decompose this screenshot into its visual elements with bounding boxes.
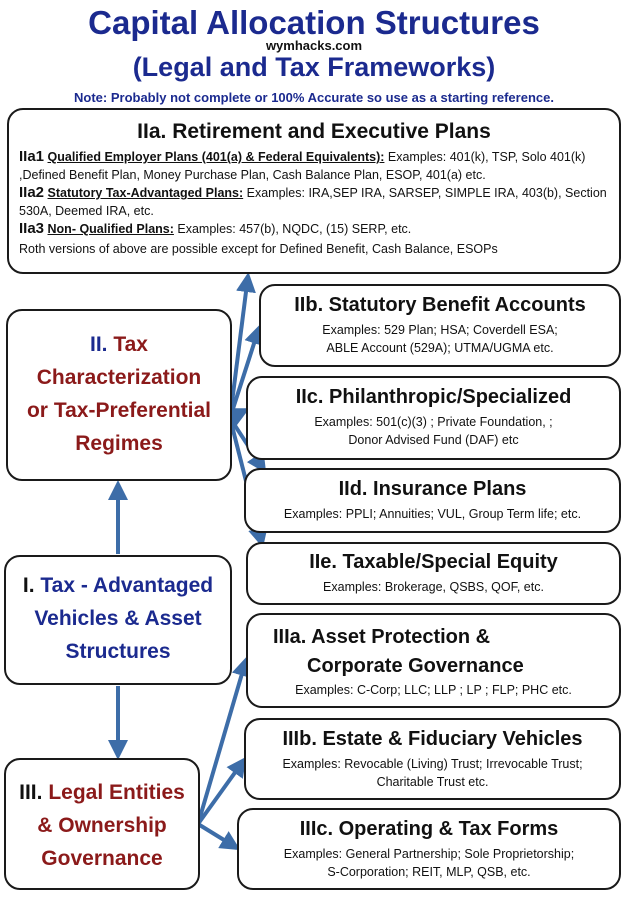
- tax-line2: Characterization: [36, 366, 202, 389]
- iiib-title: IIIb. Estate & Fiduciary Vehicles: [282, 728, 583, 750]
- main-title: Capital Allocation Structures: [88, 4, 540, 41]
- iic-examples-2: Donor Advised Fund (DAF) etc: [348, 433, 519, 447]
- vehicles-line3: Structures: [65, 640, 171, 663]
- iic-title: IIc. Philanthropic/Specialized: [295, 386, 572, 408]
- iiic-examples-2: S-Corporation; REIT, MLP, QSB, etc.: [327, 865, 531, 879]
- legal-line3: Governance: [41, 847, 163, 870]
- tax-line1: Tax: [113, 333, 148, 356]
- iia2-code: IIa2: [19, 184, 45, 201]
- box-iid-insurance: [244, 468, 621, 533]
- legal-line1: Legal Entities: [48, 781, 185, 804]
- box-tax-characterization: [6, 309, 232, 481]
- box-tax-advantaged-vehicles: [4, 555, 232, 685]
- iiic-title: IIIc. Operating & Tax Forms: [299, 818, 559, 840]
- iia1-label: Qualified Employer Plans (401(a) & Federal Equivalents):: [47, 150, 385, 164]
- iiia-title-2: Corporate Governance: [307, 655, 524, 677]
- iie-title: IIe. Taxable/Special Equity: [309, 551, 558, 573]
- box-iiic-operating-tax: [237, 808, 621, 890]
- iid-title: IId. Insurance Plans: [338, 478, 527, 500]
- box-iiib-estate-fiduciary: [244, 718, 621, 800]
- iiia-title-1: IIIa. Asset Protection &: [273, 626, 491, 648]
- tax-line3: or Tax-Preferential: [26, 399, 211, 422]
- arrow-legal-to-iiic: [198, 824, 237, 848]
- vehicles-line1: Tax - Advantaged: [40, 574, 214, 597]
- iia2-label: Statutory Tax-Advantaged Plans:: [47, 186, 244, 200]
- box-legal-entities: [4, 758, 200, 890]
- iib-examples-1: Examples: 529 Plan; HSA; Coverdell ESA;: [322, 323, 558, 337]
- box-iiia-asset-protection: [246, 613, 621, 708]
- iib-examples-2: ABLE Account (529A); UTMA/UGMA etc.: [326, 341, 554, 355]
- vehicles-num: I.: [22, 574, 35, 597]
- iib-title: IIb. Statutory Benefit Accounts: [294, 294, 586, 316]
- iid-examples: Examples: PPLI; Annuities; VUL, Group Term life; etc.: [283, 507, 582, 521]
- box-iib-statutory-benefit: [259, 284, 621, 367]
- disclaimer-note: Note: Probably not complete or 100% Accurate so use as a starting reference.: [74, 90, 554, 105]
- iia3-label: Non- Qualified Plans:: [47, 222, 174, 236]
- legal-num: III.: [19, 781, 43, 804]
- iiib-examples-2: Charitable Trust etc.: [376, 775, 489, 789]
- roth-note: Roth versions of above are possible except for Defined Benefit, Cash Balance, ESOPs: [19, 242, 498, 256]
- iiia-examples: Examples: C-Corp; LLC; LLP ; LP ; FLP; PHC etc.: [295, 683, 572, 697]
- tax-line4: Regimes: [75, 432, 163, 455]
- iia1-row: [19, 148, 609, 184]
- iic-examples-1: Examples: 501(c)(3) ; Private Foundation, ;: [314, 415, 553, 429]
- legal-line2: & Ownership: [37, 814, 167, 837]
- iiic-examples-1: Examples: General Partnership; Sole Proprietorship;: [283, 847, 575, 861]
- tax-num: II.: [90, 333, 108, 356]
- iia1-code: IIa1: [19, 148, 45, 165]
- vehicles-line2: Vehicles & Asset: [34, 607, 202, 630]
- iia-title: IIa. Retirement and Executive Plans: [137, 120, 491, 143]
- iiib-examples-1: Examples: Revocable (Living) Trust; Irrevocable Trust;: [282, 757, 583, 771]
- iia1-text: Examples: 401(k), TSP, Solo 401(k) ,Defined Benefit Plan, Money Purchase Plan, Cash Balance Plan, ESOP, 401(a) etc.: [19, 150, 586, 182]
- iia3-row: [19, 220, 609, 238]
- subtitle: (Legal and Tax Frameworks): [132, 52, 496, 82]
- arrow-legal-to-iiib: [198, 760, 244, 824]
- box-iie-taxable-equity: [246, 542, 621, 605]
- iia3-code: IIa3: [19, 220, 45, 237]
- box-iia-retirement-plans: [7, 108, 621, 274]
- site-name: wymhacks.com: [265, 38, 363, 53]
- iia2-row: [19, 184, 609, 220]
- iia3-text: Examples: 457(b), NQDC, (15) SERP, etc.: [173, 222, 412, 236]
- box-iic-philanthropic: [246, 376, 621, 460]
- iia2-text: Examples: IRA,SEP IRA, SARSEP, SIMPLE IRA, 403(b), Section 530A, Deemed IRA, etc.: [19, 186, 607, 218]
- iie-examples: Examples: Brokerage, QSBS, QOF, etc.: [323, 580, 544, 594]
